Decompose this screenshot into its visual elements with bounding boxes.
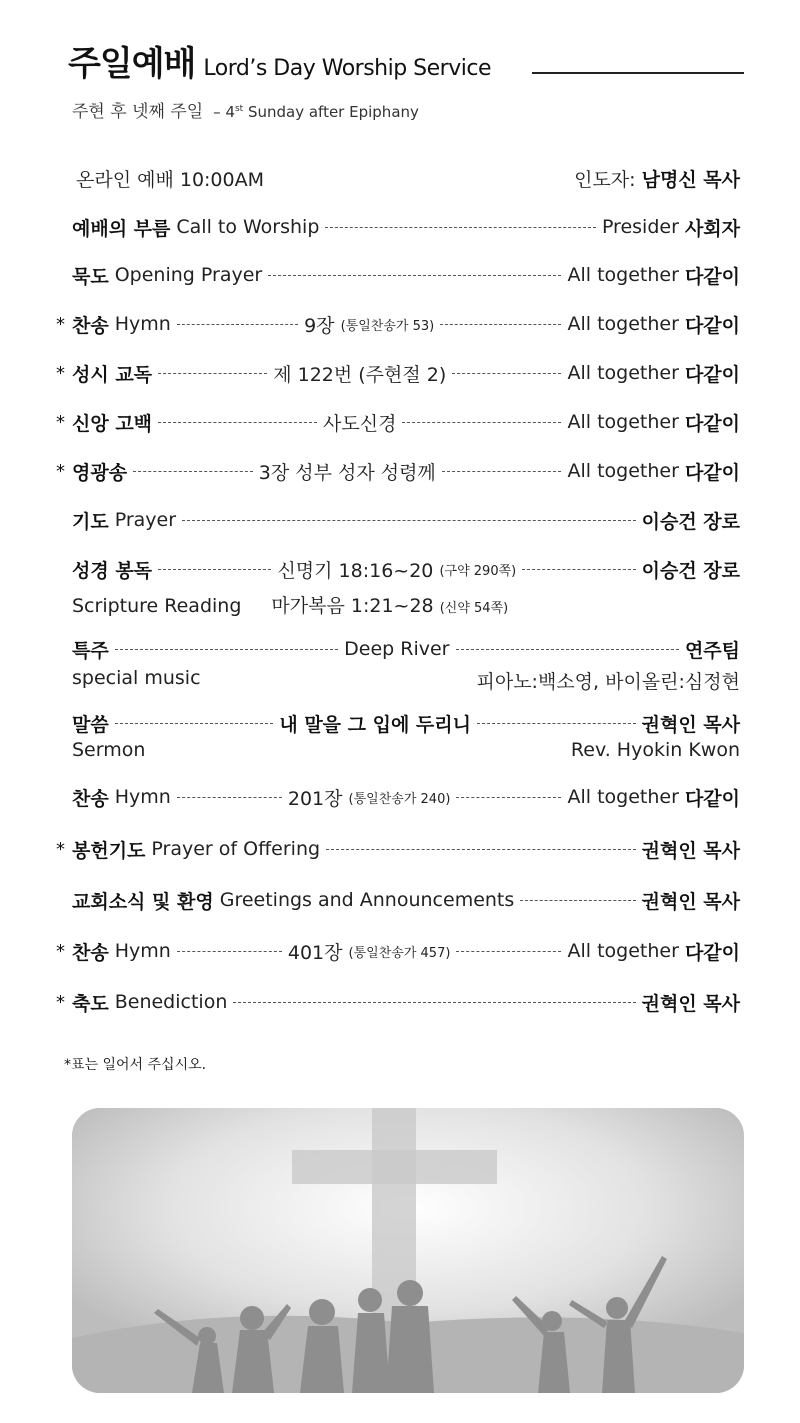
item-detail-note: (통일찬송가 240) <box>348 791 451 807</box>
item-title-ko: 영광송 <box>72 461 128 484</box>
special-music-line2 <box>72 667 740 694</box>
item-title-en: Hymn <box>114 786 171 808</box>
page-header <box>68 36 744 96</box>
item-leader-en: Presider <box>601 216 679 238</box>
item-leader-ko: 다같이 <box>684 314 741 337</box>
item-title-ko: 봉헌기도 <box>72 839 146 862</box>
stand-marker: * <box>56 411 65 433</box>
order-item <box>56 407 741 437</box>
item-detail: 신명기 18:16~20 <box>277 559 434 582</box>
order-item <box>56 987 740 1017</box>
item-title-ko: 예배의 부름 <box>72 217 171 240</box>
title-english: Lord’s Day Worship Service <box>203 56 491 81</box>
order-item <box>72 554 740 584</box>
leader-dashes <box>177 324 298 325</box>
leader-dashes <box>158 569 271 570</box>
item-leader-en: All together <box>567 362 679 384</box>
item-detail: 9장 <box>304 314 335 337</box>
leader-dashes <box>177 951 282 952</box>
item-leader-ko: 다같이 <box>684 412 741 435</box>
sermon-line2 <box>72 739 740 761</box>
item-detail-note: (통일찬송가 53) <box>340 318 435 334</box>
leader-dashes <box>268 275 561 276</box>
item-detail: 내 말을 그 입에 두리니 <box>279 713 471 736</box>
item-title-en: Benediction <box>114 991 228 1013</box>
item-leader-en: All together <box>567 264 679 286</box>
stand-marker: * <box>56 991 65 1013</box>
subtitle-korean: 주현 후 넷째 주일 <box>72 102 204 122</box>
item-leader-ko: 권혁인 목사 <box>641 713 741 736</box>
order-item <box>72 505 740 535</box>
item-detail-note: (통일찬송가 457) <box>348 945 451 961</box>
item-leader-ko: 권혁인 목사 <box>641 890 740 913</box>
item-title-ko: 신앙 고백 <box>72 412 153 435</box>
item-title-ko: 말씀 <box>72 713 109 736</box>
item-leader-en: All together <box>567 940 679 962</box>
order-item <box>72 260 740 290</box>
title-rule <box>532 72 744 74</box>
item-leader-ko: 다같이 <box>684 461 741 484</box>
subtitle-english: – 4st Sunday after Epiphany <box>213 103 419 121</box>
performers: 피아노:백소영, 바이올린:심정현 <box>476 671 740 693</box>
item-title-ko: 찬송 <box>72 314 109 337</box>
item-title-en: Hymn <box>114 940 171 962</box>
service-time: 온라인 예배 10:00AM <box>76 168 264 191</box>
item-title-ko: 성경 봉독 <box>72 559 153 582</box>
item-title-ko: 기도 <box>72 510 109 533</box>
scripture-label: Scripture Reading <box>72 595 242 617</box>
leader-dashes <box>326 849 636 850</box>
item-title-ko: 교회소식 및 환영 <box>72 890 214 913</box>
order-item <box>72 708 740 738</box>
leader-dashes <box>115 723 274 724</box>
item-leader-en: All together <box>567 460 679 482</box>
preacher-en: Rev. Hyokin Kwon <box>570 739 740 761</box>
item-leader-ko: 다같이 <box>684 265 740 288</box>
cross-silhouette-illustration <box>72 1108 744 1393</box>
item-leader-ko: 권혁인 목사 <box>641 992 740 1015</box>
item-detail-note: (구약 290쪽) <box>439 563 517 579</box>
order-item <box>56 456 741 486</box>
order-item <box>72 212 740 242</box>
leader-dashes <box>233 1002 635 1003</box>
leader-dashes <box>456 797 561 798</box>
item-title-en: Prayer of Offering <box>151 838 321 860</box>
item-leader-en: All together <box>567 411 679 433</box>
item-title-ko: 찬송 <box>72 941 109 964</box>
item-detail: 사도신경 <box>323 412 397 435</box>
item-title-en: Opening Prayer <box>114 264 263 286</box>
item-title-ko: 특주 <box>72 639 109 662</box>
item-detail: 3장 성부 성자 성령께 <box>258 461 436 484</box>
leader-dashes <box>133 471 253 472</box>
item-leader-ko: 연주팀 <box>684 639 740 662</box>
leader-dashes <box>452 373 561 374</box>
item-leader-ko: 이승건 장로 <box>641 559 741 582</box>
item-title-en: Prayer <box>114 509 177 531</box>
item-title-ko: 찬송 <box>72 787 109 810</box>
item-leader-ko: 권혁인 목사 <box>641 839 740 862</box>
order-item <box>72 885 740 915</box>
leader-dashes <box>477 723 636 724</box>
leader-dashes <box>325 227 596 228</box>
leader-dashes <box>522 569 635 570</box>
leader-dashes <box>177 797 282 798</box>
worship-cross-image <box>72 1108 744 1393</box>
leader-dashes <box>456 649 679 650</box>
leader-dashes <box>442 471 562 472</box>
item-leader-ko: 다같이 <box>684 941 740 964</box>
item-title-ko: 묵도 <box>72 265 109 288</box>
item-leader-ko: 다같이 <box>684 787 740 810</box>
leader-dashes <box>440 324 561 325</box>
leader-dashes <box>115 649 338 650</box>
item-detail: 제 122번 (주현절 2) <box>273 363 447 386</box>
item-detail: 201장 <box>287 787 343 810</box>
special-music-label: special music <box>72 667 201 689</box>
leader-dashes <box>158 422 317 423</box>
leader-dashes <box>520 900 635 901</box>
order-item <box>72 782 740 812</box>
order-item <box>72 634 740 664</box>
stand-marker: * <box>56 940 65 962</box>
leader-dashes <box>456 951 561 952</box>
service-info-row <box>72 163 740 193</box>
stand-marker: * <box>56 838 65 860</box>
scripture-line2 <box>72 591 740 618</box>
leader-dashes <box>158 373 267 374</box>
leader-dashes <box>182 520 636 521</box>
stand-marker: * <box>56 362 65 384</box>
footnote: *표는 일어서 주십시오. <box>64 1057 207 1073</box>
scripture-nt-page: (신약 54쪽) <box>439 601 509 616</box>
item-leader-ko: 다같이 <box>684 363 741 386</box>
item-leader-en: All together <box>567 786 679 808</box>
item-detail: Deep River <box>344 638 450 660</box>
order-item <box>56 834 740 864</box>
title-korean: 주일예배 <box>68 44 196 84</box>
stand-marker: * <box>56 313 65 335</box>
item-leader-en: All together <box>567 313 679 335</box>
item-title-en: Call to Worship <box>176 216 320 238</box>
item-detail: 401장 <box>287 941 343 964</box>
stand-marker: * <box>56 460 65 482</box>
sermon-label: Sermon <box>72 739 146 761</box>
order-item <box>56 358 741 388</box>
item-title-en: Hymn <box>114 313 171 335</box>
item-leader-ko: 사회자 <box>684 217 740 240</box>
order-item <box>56 936 740 966</box>
leader-label: 인도자: <box>574 168 636 191</box>
scripture-nt: 마가복음 1:21~28 <box>271 595 434 617</box>
leader-name: 남명신 목사 <box>641 168 740 191</box>
subtitle <box>72 97 419 122</box>
cross-horizontal-beam <box>292 1150 497 1184</box>
item-title-ko: 성시 교독 <box>72 363 153 386</box>
leader-dashes <box>402 422 561 423</box>
item-title-en: Greetings and Announcements <box>219 889 515 911</box>
order-item <box>56 309 741 339</box>
item-title-ko: 축도 <box>72 992 109 1015</box>
item-leader-ko: 이승건 장로 <box>641 510 740 533</box>
